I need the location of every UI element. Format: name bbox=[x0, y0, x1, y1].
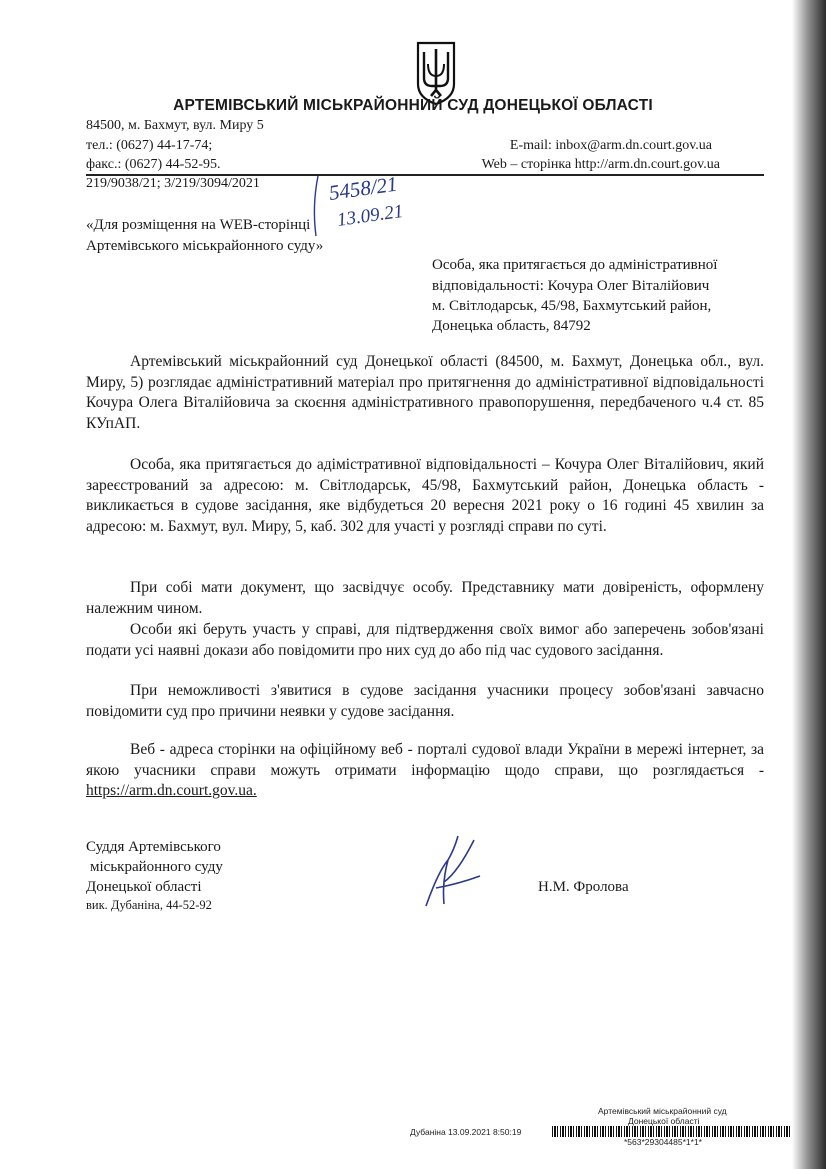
body-paragraph-5: При неможливості з'явитися в судове засідання учасники процесу зобов'язані завчасно повідомити суд про причини неявки у судове засідання. bbox=[86, 682, 764, 720]
handwritten-line-1: 5458/21 bbox=[327, 171, 399, 205]
body-paragraph-6 bbox=[86, 740, 764, 802]
court-fax: факс.: (0627) 44-52-95. bbox=[86, 157, 221, 172]
handwritten-line-2: 13.09.21 bbox=[335, 200, 405, 231]
handwritten-registration-note bbox=[310, 166, 440, 246]
scan-edge-shadow bbox=[792, 0, 826, 1169]
judge-title-line-2: міськрайонного суду bbox=[90, 859, 223, 875]
addressee-line-3: м. Світлодарськ, 45/98, Бахмутський район, bbox=[432, 298, 712, 314]
stamp-registered: Дубаніна 13.09.2021 8:50:19 bbox=[410, 1127, 522, 1137]
body-paragraph-1: Артемівський міськрайонний суд Донецької області (84500, м. Бахмут, Донецька обл., вул. Миру, 5) розглядає адміністративний матеріал про притягнення до адміністративної відповідальності Кочура Олега Віталійовича за скоєння адміністративного правопорушення, передбаченого ч.4 ст. 85 КУпАП. bbox=[86, 353, 764, 432]
portal-link[interactable]: https://arm.dn.court.gov.ua. bbox=[86, 782, 257, 799]
stamp-org-line-2: Донецької області bbox=[628, 1116, 700, 1126]
court-address: 84500, м. Бахмут, вул. Миру 5 bbox=[86, 118, 264, 133]
court-email: E-mail: inbox@arm.dn.court.gov.ua bbox=[509, 138, 712, 153]
barcode-code: *563*29304485*1*1* bbox=[624, 1137, 702, 1147]
case-numbers: 219/9038/21; 3/219/3094/2021 bbox=[86, 176, 260, 191]
judge-title-line-1: Суддя Артемівського bbox=[86, 839, 221, 855]
placement-note-line-1: «Для розміщення на WEB-сторінці bbox=[86, 217, 311, 233]
placement-note-line-2: Артемівського міськрайонного суду» bbox=[86, 238, 324, 254]
judge-signature-icon bbox=[418, 832, 488, 912]
addressee-line-2: відповідальності: Кочура Олег Віталійович bbox=[432, 278, 710, 294]
portal-text: Веб - адреса сторінки на офіційному веб - порталі судової влади України в мережі інтернет, за якою учасники справи можуть отримати інформацію щодо справи, що розглядається - bbox=[86, 741, 764, 779]
judge-name: Н.М. Фролова bbox=[538, 879, 629, 895]
addressee-line-1: Особа, яка притягається до адміністративної bbox=[432, 257, 718, 273]
addressee-line-4: Донецька область, 84792 bbox=[432, 318, 591, 334]
body-paragraph-4: Особи які беруть участь у справі, для підтвердження своїх вимог або заперечень зобов'язані подати усі наявні докази або повідомити про них суд до або під час судового засідання. bbox=[86, 621, 764, 659]
court-phone: тел.: (0627) 44-17-74; bbox=[86, 138, 213, 153]
court-website: Web – сторінка http://arm.dn.court.gov.ua bbox=[481, 157, 720, 172]
body-paragraph-2: Особа, яка притягається до адімістративної відповідальності – Кочура Олег Віталійович, який зареєстрований за адресою: м. Світлодарськ, 45/98, Бахмутський район, Донецька область - викликається в судове засідання, яке відбудеться 20 вересня 2021 року о 16 годині 45 хвилин за адресою: м. Бахмут, вул. Миру, 5, каб. 302 для участі у розгляді справи по суті. bbox=[86, 456, 764, 535]
stamp-org-line-1: Артемівський міськрайонний суд bbox=[598, 1106, 727, 1116]
barcode bbox=[552, 1126, 790, 1137]
judge-title-line-3: Донецької області bbox=[86, 879, 202, 895]
court-name: АРТЕМІВСЬКИЙ МІСЬКРАЙОННИЙ СУД ДОНЕЦЬКОЇ ОБЛАСТІ bbox=[173, 97, 653, 114]
body-paragraph-3: При собі мати документ, що засвідчує особу. Представнику мати довіреність, оформлену належним чином. bbox=[86, 579, 764, 617]
executor-contact: вик. Дубаніна, 44-52-92 bbox=[86, 898, 212, 912]
